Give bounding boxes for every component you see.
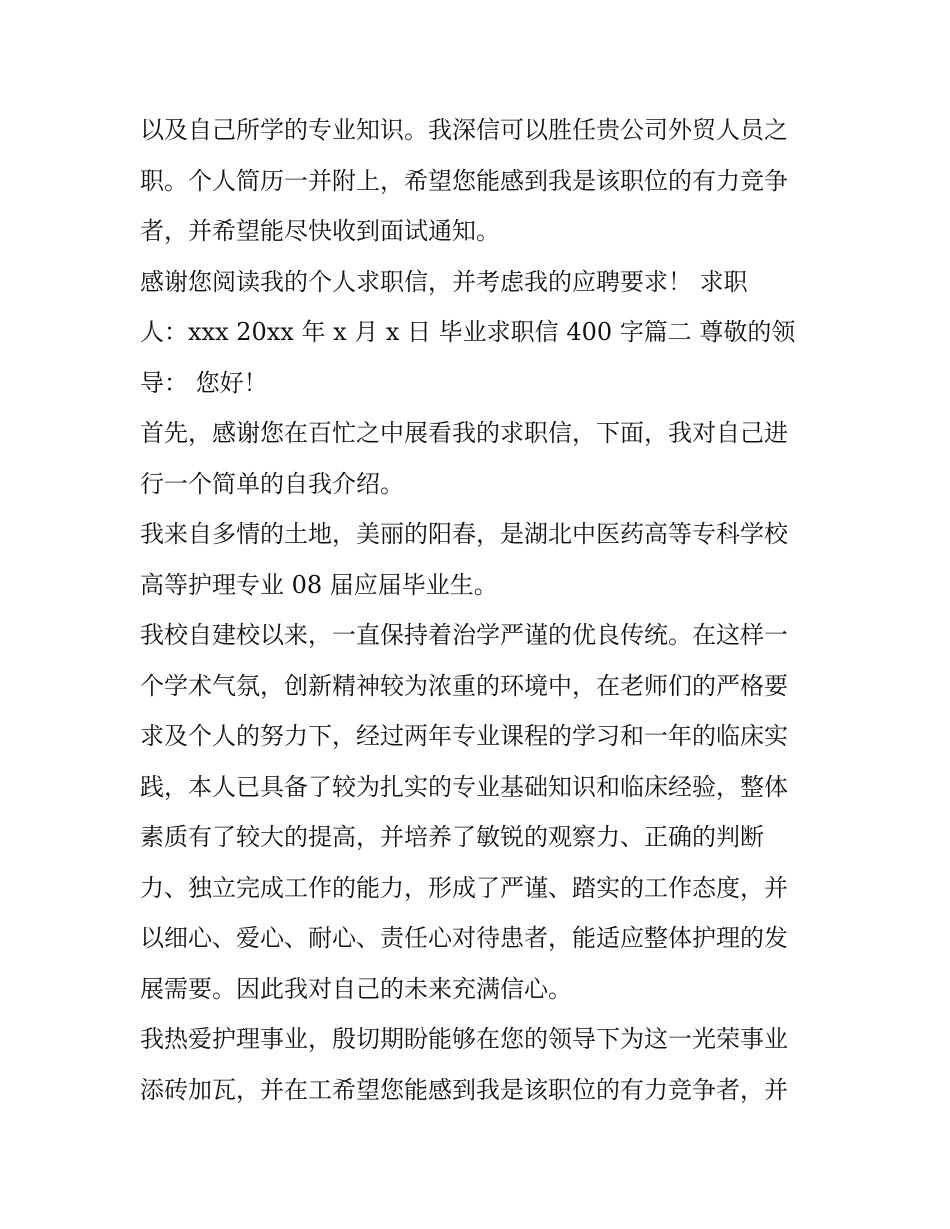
document-body — [140, 105, 820, 1115]
text-line-18: 展需要。因此我对自己的未来充满信心。 — [140, 974, 572, 1003]
text-line-8: 行一个简单的自我介绍。 — [140, 469, 404, 498]
text-line-7: 首先，感谢您在百忙之中展看我的求职信，下面，我对自己进 — [140, 419, 788, 447]
text-line-11: 我校自建校以来，一直保持着治学严谨的优良传统。在这样一 — [140, 621, 788, 649]
text-line-19: 我热爱护理事业，殷切期盼能够在您的领导下为这一光荣事业 — [140, 1025, 788, 1053]
text-line-16: 力、独立完成工作的能力，形成了严谨、踏实的工作态度，并 — [140, 873, 788, 902]
text-line-15: 素质有了较大的提高，并培养了敏锐的观察力、正确的判断 — [140, 823, 764, 851]
text-line-17: 以细心、爱心、耐心、责任心对待患者，能适应整体护理的发 — [140, 924, 788, 952]
text-line-12: 个学术气氛，创新精神较为浓重的环境中，在老师们的严格要 — [140, 671, 788, 700]
text-line-9: 我来自多情的土地，美丽的阳春，是湖北中医药高等专科学校 — [140, 520, 788, 548]
text-line-4: 感谢您阅读我的个人求职信，并考虑我的应聘要求！ 求职 — [140, 267, 748, 296]
text-line-10: 高等护理专业 08 届应届毕业生。 — [140, 570, 498, 599]
text-line-14: 践，本人已具备了较为扎实的专业基础知识和临床经验，整体 — [140, 772, 788, 801]
text-line-1: 以及自己所学的专业知识。我深信可以胜任贵公司外贸人员之 — [140, 116, 788, 144]
text-line-20: 添砖加瓦，并在工希望您能感到我是该职位的有力竞争者，并 — [140, 1075, 788, 1104]
text-line-6: 导： 您好！ — [140, 368, 268, 397]
text-line-13: 求及个人的努力下，经过两年专业课程的学习和一年的临床实 — [140, 722, 788, 750]
text-line-2: 职。个人简历一并附上，希望您能感到我是该职位的有力竞争 — [140, 166, 788, 195]
text-line-5: 人：xxx 20xx 年 x 月 x 日 毕业求职信 400 字篇二 尊敬的领 — [140, 318, 796, 346]
text-line-3: 者，并希望能尽快收到面试通知。 — [140, 217, 500, 245]
